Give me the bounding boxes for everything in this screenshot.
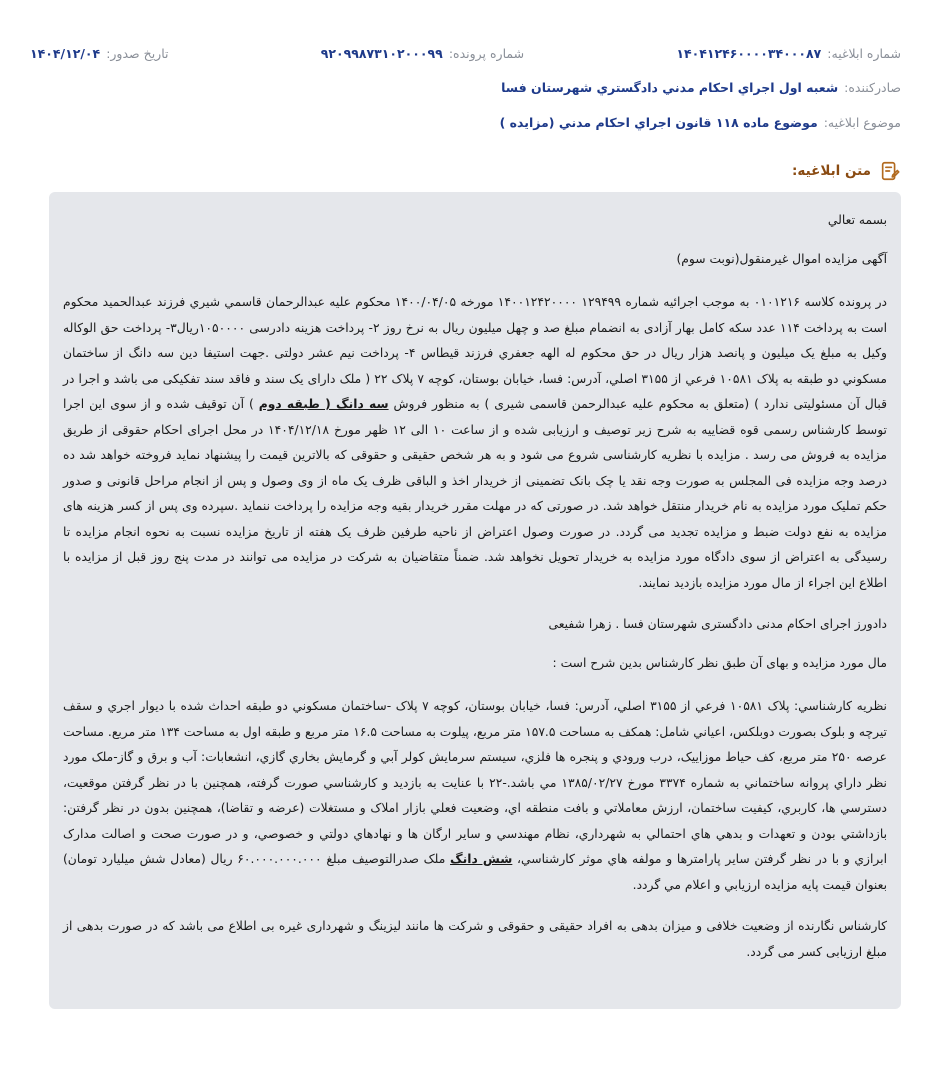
auction-underlined-share: سه دانگ ( طبقه دوم xyxy=(258,397,389,411)
auction-paragraph-part2: ) آن توقیف شده و از سوی این اجرا توسط كارشناس رسمی قوه قضاییه به شرح زير توصيف و ارزيابی شده و از ساعت ۱۰ الی ۱۲ ظهر مورخ ۱۴۰۴/۱۲/۱۸ در محل اجرای احکام حقوقی از طریق مزايده به فروش می رسد . مزايده با نظريه كارشناسی شروع می شود و به هر شخص حقيقی و حقوقی كه بالاترين قيمت را پيشنهاد نمايد فروخته خواهد شد ده درصد وجه مزايده فی المجلس به صورت وجه نقد یا چک بانک تضمینی از خريدار اخذ و الباقی ظرف يک ماه از وی وصول و پس از انجام مراحل قانونی و صدور حکم تمليک مورد مزايده به نام خريدار منتقل خواهد شد. در صورتی كه در مهلت مقرر خريدار بقيه وجه مزايده را پرداخت ننمايد .سپرده وی پس از كسر هزينه های مزايده به نفع دولت ضبط و مزايده تجديد می گردد. در صورت وصول اعتراض از ناحيه طرفين ظرف یک هفته از تاريخ مزايده نسبت به نحوه انجام مزايده تا رسيدگی به اعتراض از سوی دادگاه مورد مزايده به خريدار تحويل نخواهد شد. ضمناً متقاضيان به شركت در مزايده می توانند در مدت پنج روز قبل از مزايده با اطلاع اين اجراء از مال مورد مزايده بازديد نمايند. xyxy=(63,397,887,590)
notice-number-label: شماره ابلاغیه: xyxy=(827,46,901,61)
expert-disclaimer: کارشناس نگارنده از وضعیت خلافی و میزان بدهی به افراد حقیقی و حقوقی و شرکت ها مانند لیزینگ و شهرداری غیره بی اطلاع می باشد که در صورت بدهی از مبلغ ارزیابی کسر می گردد. xyxy=(63,919,887,959)
expert-opinion xyxy=(63,694,887,898)
auction-heading: آگهی مزایده اموال غیرمنقول(نوبت سوم) xyxy=(676,251,887,266)
issue-date xyxy=(30,46,168,61)
expert-underlined-share: شش دانگ xyxy=(450,852,513,866)
issue-date-label: تاریخ صدور: xyxy=(106,46,169,61)
issuer-value: شعبه اول اجراي احكام مدني دادگستري شهرستان فسا xyxy=(501,80,839,95)
expert-opinion-part2: ملک صدرالتوصيف مبلغ ۶۰.۰۰۰.۰۰۰.۰۰۰ ريال (معادل شش ميليارد تومان) بعنوان قيمت پايه مزايده ارزيابي و اعلام مي گردد. xyxy=(63,852,887,892)
auction-paragraph xyxy=(63,290,887,596)
issuer xyxy=(501,80,901,95)
case-number-label: شماره پرونده: xyxy=(448,46,525,61)
issuer-label: صادرکننده: xyxy=(844,80,901,95)
issue-date-value: ۱۴۰۴/۱۲/۰۴ xyxy=(30,46,101,61)
subject-value: موضوع ماده ۱۱۸ قانون اجراي احكام مدني (مزايده ) xyxy=(499,115,818,130)
subject-label: موضوع ابلاغیه: xyxy=(823,115,901,130)
case-number-value: ۹۲۰۹۹۸۷۳۱۰۲۰۰۰۹۹ xyxy=(320,46,443,61)
opening-line: بسمه تعالي xyxy=(827,213,887,227)
notice-body xyxy=(49,192,901,1009)
property-intro: مال مورد مزايده و بهای آن طبق نظر كارشناس بدين شرح است : xyxy=(552,655,887,670)
subject-row xyxy=(30,115,901,130)
case-number xyxy=(321,46,524,61)
notice-meta-row xyxy=(30,46,901,61)
expert-opinion-part1: نظريه کارشناسي: پلاک ۱۰۵۸۱ فرعي از ۳۱۵۵ اصلي، آدرس: فسا، خيابان بوستان، كوچه ۷ پلاک -ساختمان مسكوني دو طبقه احداث شده با ديوار اجري و سقف تيرچه و بلوک بصورت دوبلكس، اعياني شامل: همكف به مساحت ۱۵۷.۵ متر مربع، پيلوت به مساحت ۱۶.۵ متر مربع و طبقه اول به مساحت ۱۳۴ متر مربع. مساحت عرصه ۲۵۰ متر مربع، كف حياط موزاييک، درب ورودي و پنجره ها فلزي، سيستم سرمايش كولر آبي و گرمايش بخاري گازي، انشعابات: آب و برق و گاز-ملک مورد نظر داراي پروانه ساختماني به شماره ۳۳۷۴ مورخ ۱۳۸۵/۰۲/۲۷ مي باشد.-۲۲ با عنايت به بازديد و كارشناسي صورت گرفته، همچنين با در نظر گرفتن موقعيت، دسترسي ها، كاربري، كيفيت ساختمان، ارزش معاملاتي و بافت منطقه اي، وضعيت فعلي بازار املاک و مستغلات (عرضه و تقاضا)، همچنين بدون در نظر گرفتن: بازداشتي بودن و تعهدات و بدهي هاي احتمالي به شهرداري، نظام مهندسي و ساير ارگان ها و نهادهاي دولتي و خصوصي، و در صورت صحت و اصالت مدارک ابرازي و با در نظر گرفتن ساير پارامترها و مولفه هاي موثر كارشناسي، xyxy=(63,699,887,866)
issuer-row xyxy=(30,80,901,95)
officer-line: دادورز اجرای احکام مدنی دادگستری شهرستان فسا . زهرا شفیعی xyxy=(548,617,887,631)
subject xyxy=(500,115,901,130)
notice-number-value: ۱۴۰۴۱۲۴۶۰۰۰۰۳۴۰۰۰۸۷ xyxy=(676,46,822,61)
notice-text-heading xyxy=(792,160,901,182)
document-edit-icon xyxy=(879,160,901,182)
notice-text-title: متن ابلاغیه: xyxy=(792,163,871,179)
auction-paragraph-part1: در پرونده كلاسه ۰۱۰۱۲۱۶ به موجب اجرائيه شماره ۱۲۹۴۹۹ ۱۴۰۰۱۲۴۲۰۰۰۰ مورخه ۱۴۰۰/۰۴/۰۵ محكوم عليه عبدالرحمان قاسمي شيري فرزند عبدالحميد محكوم است به پرداخت ۱۱۴ عدد سكه كامل بهار آزادی به انضمام مبلغ صد و چهل میلیون ریال به نرخ روز ۲- پرداخت هزینه دادرسی ۱۰۵۰۰۰۰ریال۳- پرداخت حق الوكاله وكيل به مبلغ يک ميليون و پانصد هزار ريال در حق محكوم له الهه جعفري فرزند قيطاس ۴- پرداخت نيم عشر دولتی .جهت استيفا دين سه دانگ از ساختمان مسكوني دو طبقه به پلاک ۱۰۵۸۱ فرعي از ۳۱۵۵ اصلي، آدرس: فسا، خيابان بوستان، كوچه ۷ پلاک ۲۲ ( ملک دارای یک سند و فاقد سند تفکیکی می باشد و اجرا در قبال آن مسئولیتی ندارد ) (متعلق به محكوم عليه عبدالرحمن قاسمی شیری ) به منظور فروش xyxy=(63,295,888,411)
notice-number xyxy=(676,46,901,61)
